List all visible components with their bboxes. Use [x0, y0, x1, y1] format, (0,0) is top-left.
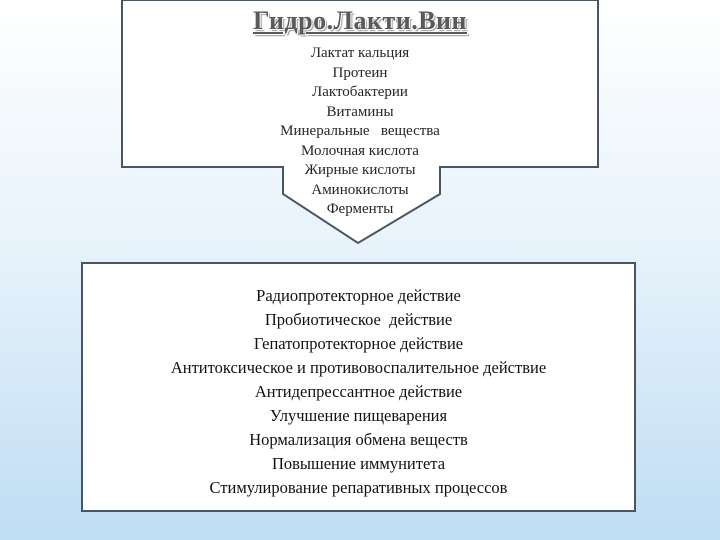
ingredient-item: Витамины	[326, 103, 394, 120]
effect-item: Антидепрессантное действие	[254, 382, 463, 401]
effect-item: Радиопротекторное действие	[256, 286, 461, 305]
ingredients-list	[220, 44, 500, 220]
ingredient-item: Жирные кислоты	[304, 162, 416, 178]
effects-box	[81, 262, 636, 512]
ingredient-item: Лактат кальция	[310, 45, 410, 61]
effect-item: Улучшение пищеварения	[269, 406, 448, 425]
effect-item: Антитоксическое и противовоспалительное действие	[170, 358, 547, 377]
ingredient-item: Минеральные вещества	[280, 123, 440, 139]
ingredient-item: Лактобактерии	[312, 84, 408, 100]
ingredient-item: Аминокислоты	[311, 181, 409, 198]
effect-item: Гепатопротекторное действие	[253, 334, 464, 353]
ingredient-item: Молочная кислота	[301, 142, 419, 159]
effect-item: Повышение иммунитета	[271, 454, 446, 473]
ingredient-item: Ферменты	[326, 201, 394, 217]
effect-item: Нормализация обмена веществ	[249, 430, 468, 449]
effect-item: Стимулирование репаративных процессов	[209, 478, 508, 497]
effects-list	[83, 284, 634, 500]
product-title: Гидро.Лакти.Вин	[252, 6, 468, 35]
ingredient-item: Протеин	[332, 64, 388, 81]
effect-item: Пробиотическое действие	[264, 310, 453, 329]
